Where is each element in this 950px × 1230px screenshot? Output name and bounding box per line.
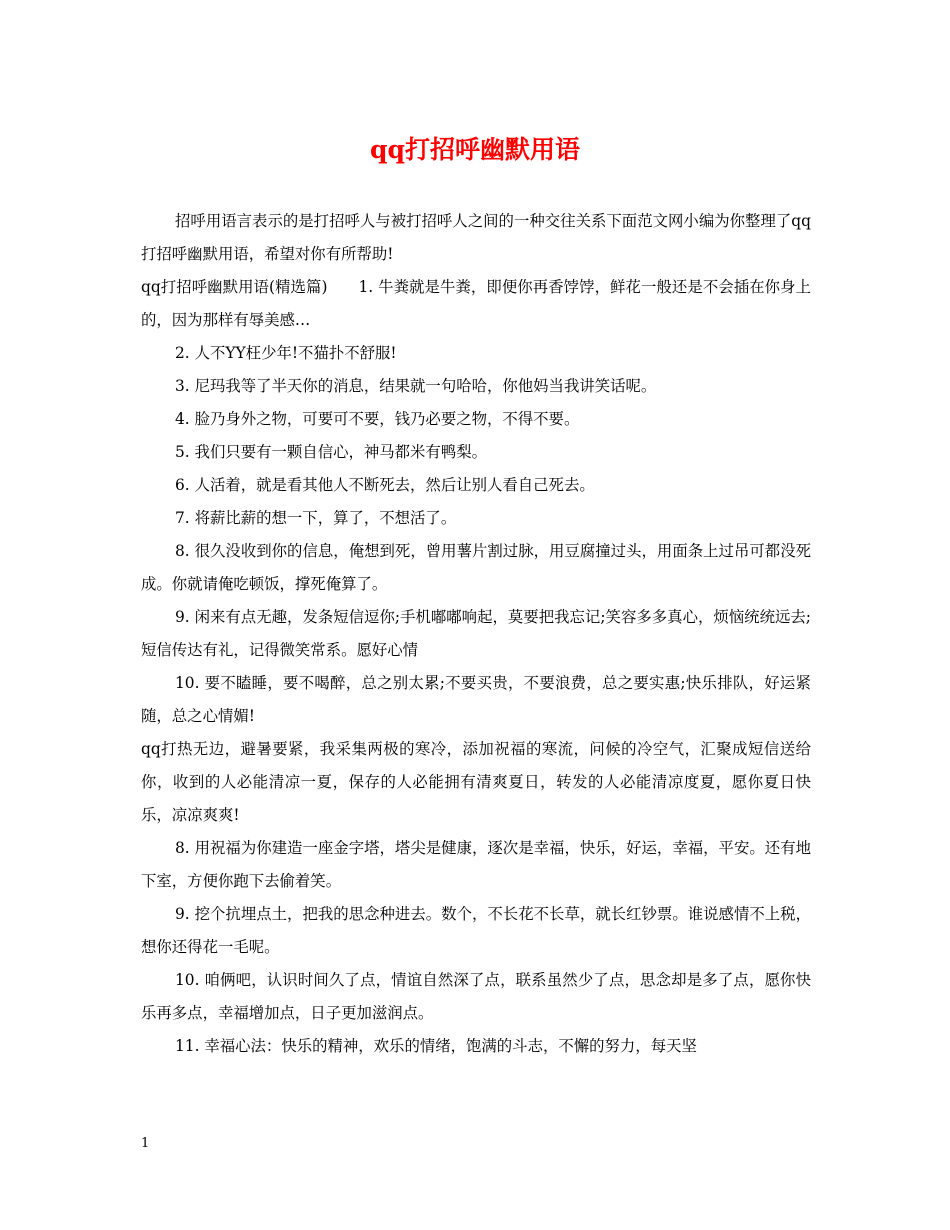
paragraph: 6. 人活着，就是看其他人不断死去，然后让别人看自己死去。 — [175, 476, 595, 494]
paragraph: qq打热无边，避暑要紧，我采集两极的寒冷，添加祝福的寒流，问候的冷空气，汇聚成短信送给你，收到的人必能清凉一夏，保存的人必能拥有清爽夏日，转发的人必能清凉度夏，愿你夏日快乐，凉凉爽爽! — [141, 740, 811, 824]
paragraph: 11. 幸福心法：快乐的精神，欢乐的情绪，饱满的斗志，不懈的努力，每天坚 — [175, 1037, 697, 1055]
paragraph: 8. 用祝福为你建造一座金字塔，塔尖是健康，逐次是幸福，快乐，好运，幸福，平安。还有地下室，方便你跑下去偷着笑。 — [141, 839, 811, 890]
paragraph: 3. 尼玛我等了半天你的消息，结果就一句哈哈，你他妈当我讲笑话呢。 — [175, 377, 657, 395]
document-title: qq打招呼幽默用语 — [370, 135, 580, 164]
paragraph: 9. 挖个抗埋点土，把我的思念种进去。数个，不长花不长草，就长红钞票。谁说感情不上税，想你还得花一毛呢。 — [141, 905, 811, 956]
paragraph: 8. 很久没收到你的信息，俺想到死，曾用薯片割过脉，用豆腐撞过头，用面条上过吊可都没死成。你就请俺吃顿饭，撑死俺算了。 — [141, 542, 811, 593]
paragraph: 5. 我们只要有一颗自信心，神马都米有鸭梨。 — [175, 443, 487, 461]
paragraph: 2. 人不YY枉少年!不猫扑不舒服! — [175, 344, 397, 362]
paragraph: 招呼用语言表示的是打招呼人与被打招呼人之间的一种交往关系下面范文网小编为你整理了qq打招呼幽默用语，希望对你有所帮助! — [141, 212, 811, 263]
paragraph: qq打招呼幽默用语(精选篇) 1. 牛粪就是牛粪，即便你再香饽饽，鲜花一般还是不会插在你身上的，因为那样有辱美感… — [141, 278, 811, 329]
paragraph: 10. 要不瞌睡，要不喝醉，总之别太累;不要买贵，不要浪费，总之要实惠;快乐排队，好运紧随，总之心情媚! — [141, 674, 811, 725]
document-body — [141, 205, 811, 1063]
paragraph: 4. 脸乃身外之物，可要可不要，钱乃必要之物，不得不要。 — [175, 410, 580, 428]
paragraph: 9. 闲来有点无趣，发条短信逗你;手机嘟嘟响起，莫要把我忘记;笑容多多真心，烦恼统统远去;短信传达有礼，记得微笑常系。愿好心情 — [141, 608, 811, 659]
page-number: 1 — [141, 1136, 150, 1151]
paragraph: 10. 咱俩吧，认识时间久了点，情谊自然深了点，联系虽然少了点，思念却是多了点，愿你快乐再多点，幸福增加点，日子更加滋润点。 — [141, 971, 811, 1022]
paragraph: 7. 将薪比薪的想一下，算了，不想活了。 — [175, 509, 457, 527]
